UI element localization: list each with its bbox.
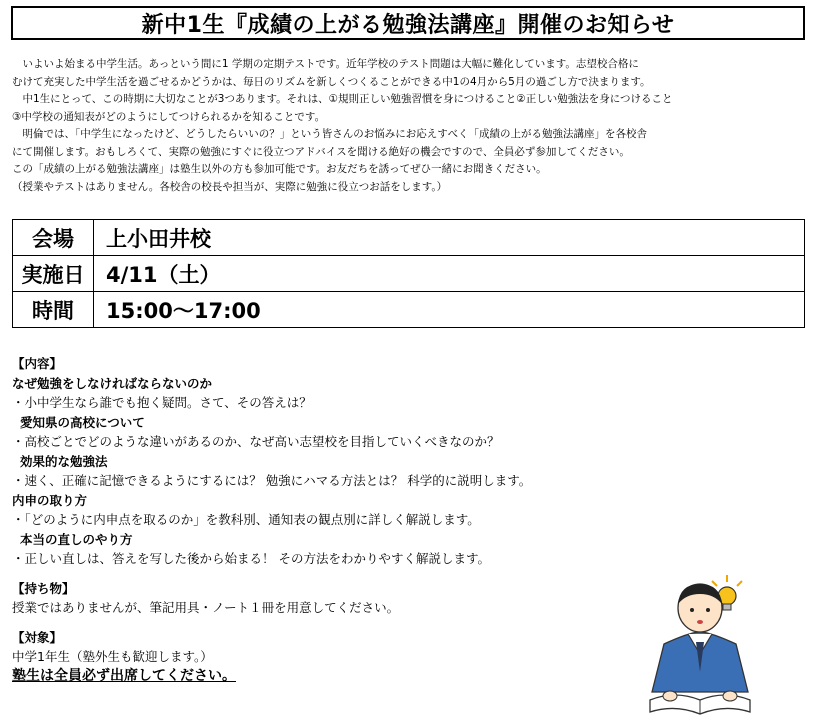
topic-title: 本当の直しのやり方 (20, 531, 133, 547)
time-value: 15:00〜17:00 (94, 292, 805, 328)
date-row (13, 256, 805, 292)
topic-title: なぜ勉強をしなければならないのか (12, 375, 213, 391)
intro-line: むけて充実した中学生活を過ごせるかどうかは、毎日のリズムを新しくつくることができる中1の4月から5月の過ごし方で決まります。 (12, 75, 651, 88)
student-studying-illustration (630, 572, 800, 722)
topic-desc: ・小中学生なら誰でも抱く疑問。さて、その答えは？ (12, 395, 312, 410)
topic-desc: ・高校ごとでどのような違いがあるのか、なぜ高い志望校を目指していくべきなのか？ (12, 434, 500, 449)
venue-value: 上小田井校 (94, 220, 805, 256)
spacer (12, 569, 632, 579)
topic-desc: ・速く、正確に記憶できるようにするには？ 勉強にハマる方法とは？ 科学的に説明します。 (12, 473, 532, 488)
intro-line: いよいよ始まる中学生活。あっという間に1 学期の定期テストです。近年学校のテスト問題は大幅に難化しています。志望校合格に (12, 58, 639, 70)
info-table (12, 219, 805, 328)
intro-line: 明倫では、「中学生になったけど、どうしたらいいの？」という皆さんのお悩みにお応えすべく「成績の上がる勉強法講座」を各校舎 (12, 128, 648, 140)
spacer (12, 618, 632, 628)
belongings-heading: 【持ち物】 (12, 580, 75, 596)
venue-row (13, 220, 805, 256)
intro-line: この「成績の上がる勉強法講座」は塾生以外の方も参加可能です。お友だちを誘ってぜひ一緒にお聞きください。 (12, 163, 547, 175)
intro-line: 中1生にとって、この時期に大切なことが3つあります。それは、①規則正しい勉強習慣を身につけること②正しい勉強法を身につけること (12, 93, 673, 105)
target-heading: 【対象】 (12, 629, 63, 645)
time-row (13, 292, 805, 328)
intro-line: （授業やテストはありません。各校舎の校長や担当が、実際に勉強に役立つお話をします。） (12, 180, 448, 193)
page-title: 新中1生『成績の上がる勉強法講座』開催のお知らせ (141, 12, 675, 38)
date-value: 4/11（土） (94, 256, 805, 292)
time-label: 時間 (13, 292, 94, 328)
target-note: 塾生は全員必ず出席してください。 (12, 667, 236, 684)
venue-label: 会場 (13, 220, 94, 256)
topic-title: 効果的な勉強法 (20, 453, 108, 469)
target-text: 中学1年生（塾外生も歓迎します。） (12, 649, 213, 664)
topic-desc: ・正しい直しは、答えを写した後から始まる！ その方法をわかりやすく解説します。 (12, 551, 490, 566)
title-box (11, 6, 805, 40)
intro-line: ③中学校の通知表がどのようにしてつけられるかを知ることです。 (12, 110, 326, 123)
content-section (12, 354, 632, 686)
belongings-text: 授業ではありませんが、筆記用具・ノート１冊を用意してください。 (12, 600, 400, 615)
intro-paragraph (12, 56, 808, 196)
intro-line: にて開催します。おもしろくて、実際の勉強にすぐに役立つアドバイスを聞ける絶好の機会ですので、全員必ず参加してください。 (12, 145, 630, 158)
topic-title: 愛知県の高校について (20, 414, 145, 430)
topic-desc: ・「どのように内申点を取るのか」を教科別、通知表の観点別に詳しく解説します。 (12, 512, 480, 527)
content-heading: 【内容】 (12, 356, 63, 371)
topic-title: 内申の取り方 (12, 492, 88, 508)
date-label: 実施日 (13, 256, 94, 292)
